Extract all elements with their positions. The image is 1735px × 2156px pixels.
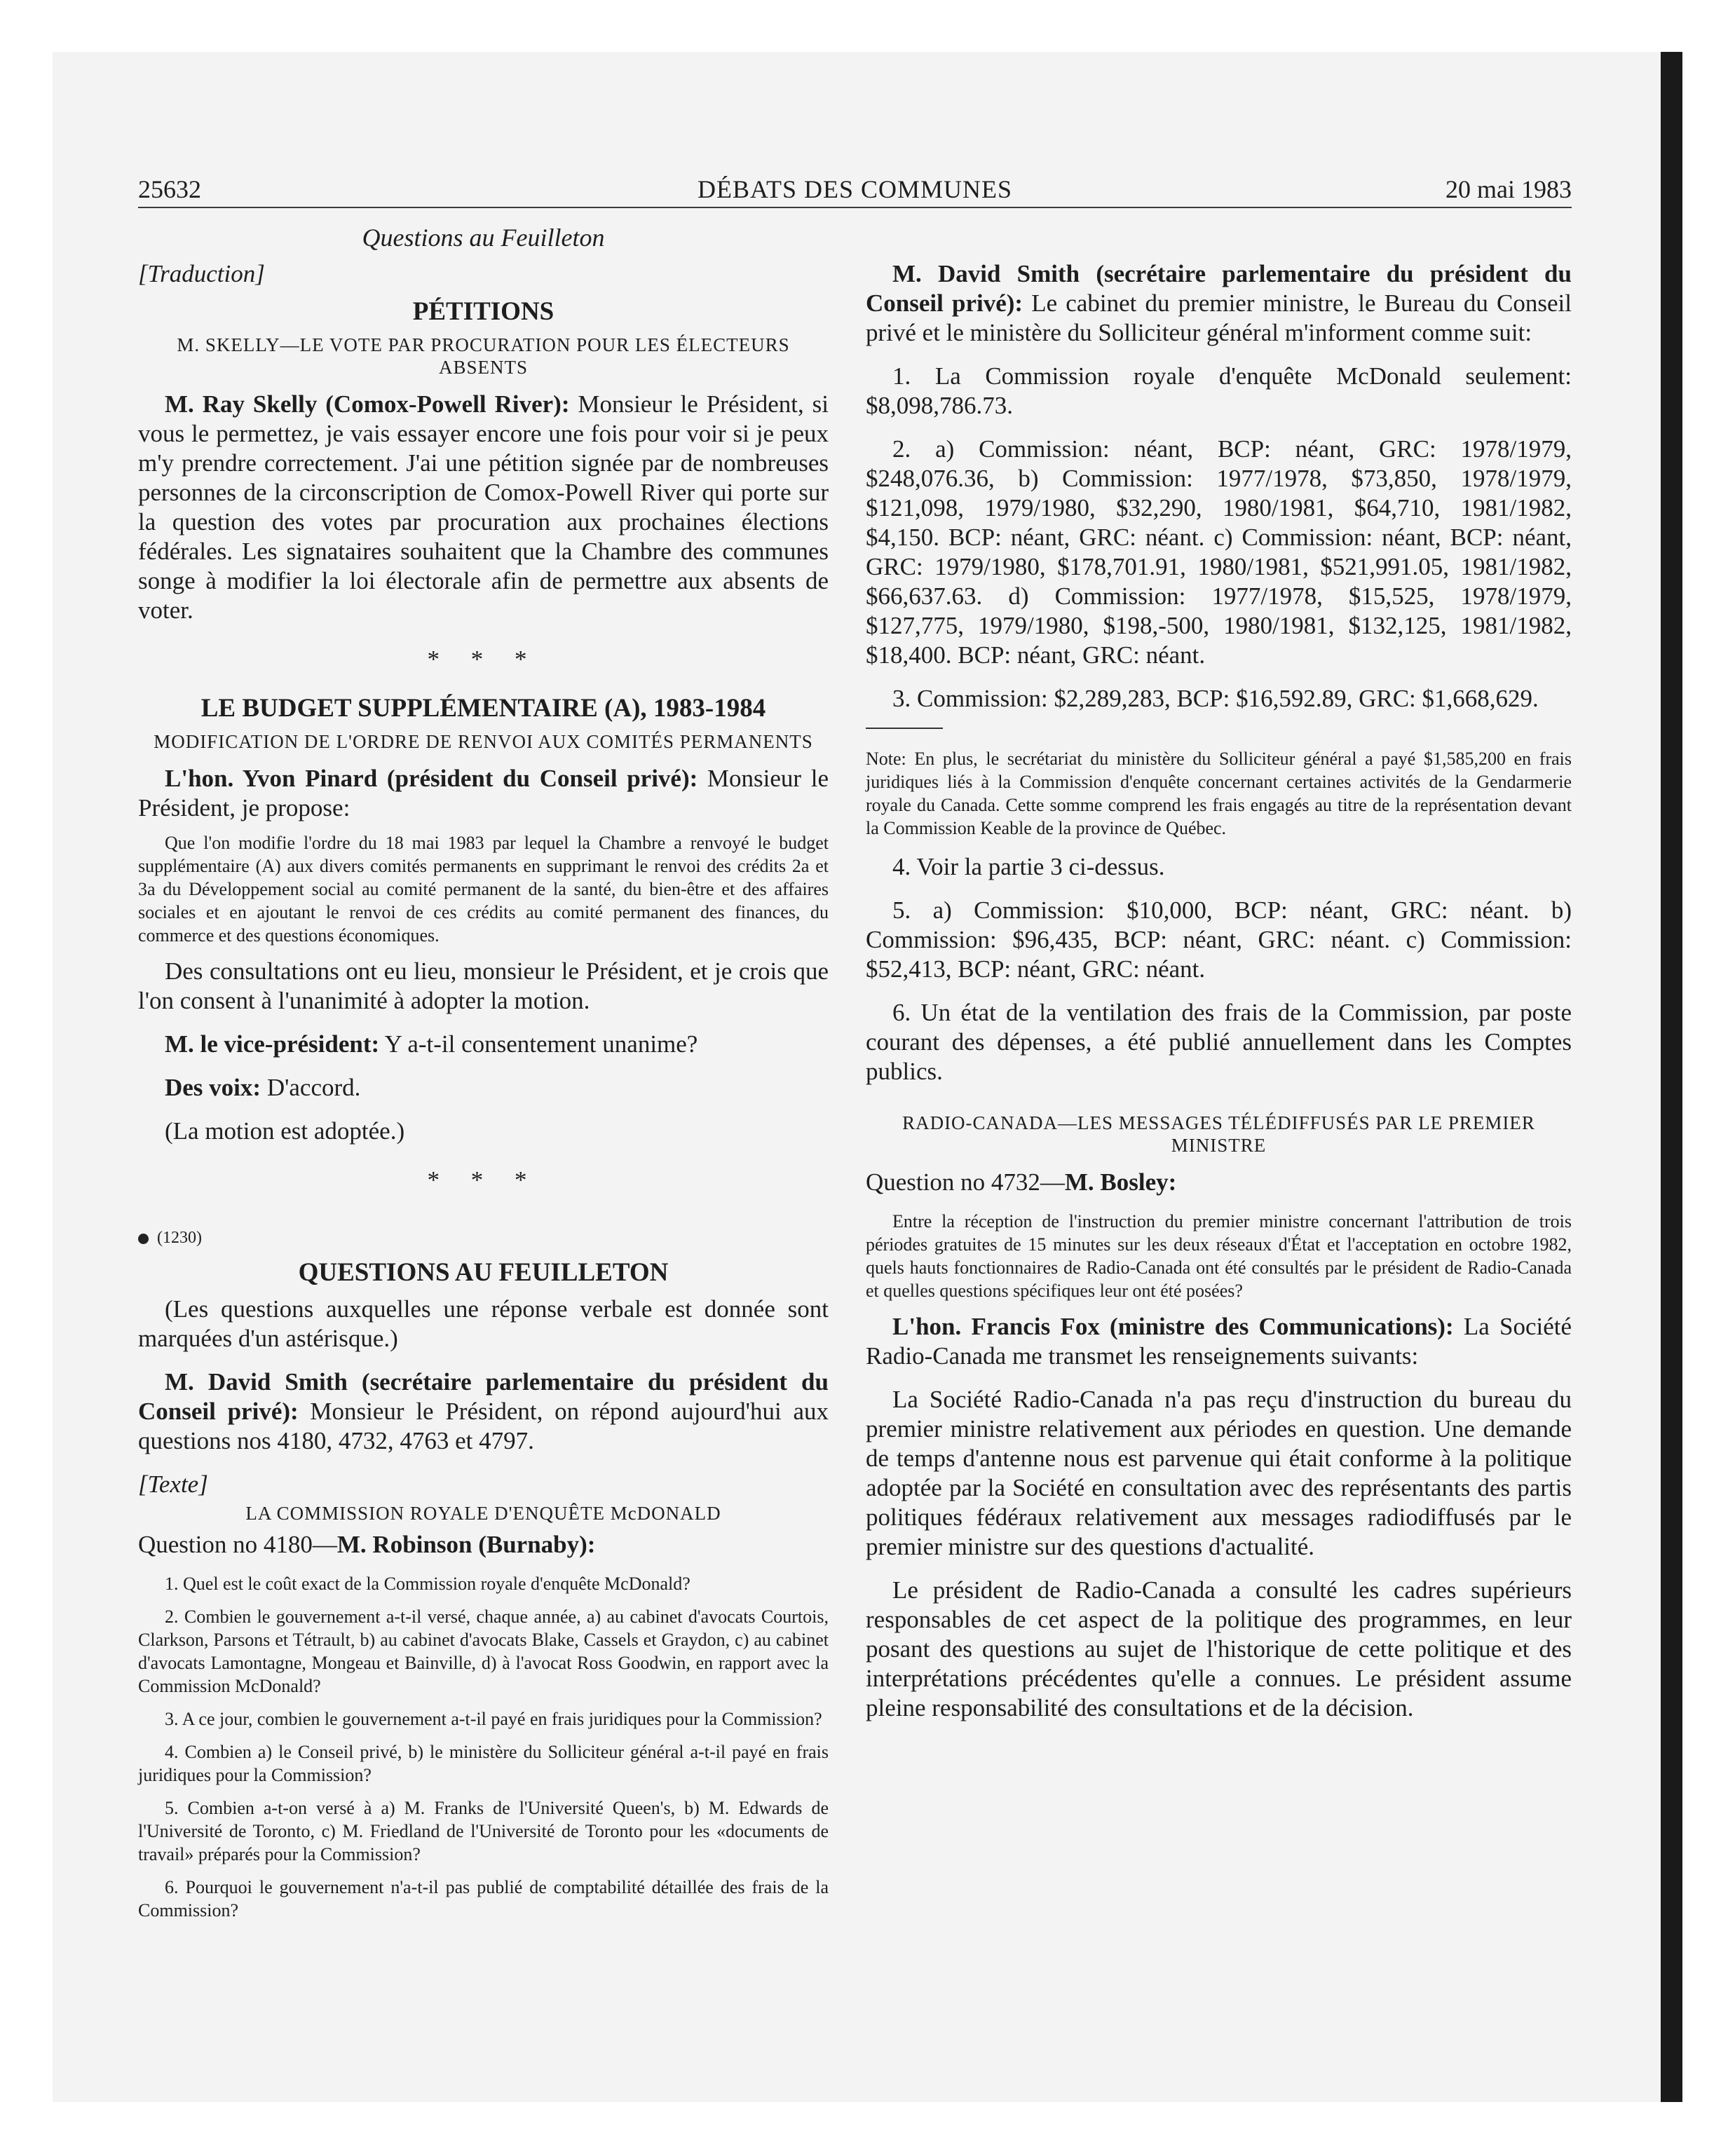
left-column xyxy=(138,259,829,1932)
smith-answer-paragraph xyxy=(866,259,1572,348)
speaker-name: L'hon. Francis Fox (ministre des Communications): xyxy=(892,1313,1454,1340)
question-item: 2. Combien le gouvernement a-t-il versé, chaque année, a) au cabinet d'avocats Courtois, Clarkson, Parsons et Tétrault, b) au cabinet d'avocats Blake, Cassels et Graydon, c) au cabinet d'avocats Lamontagne, Mongeau et Bainville, d) à l'avocat Ross Goodwin, en rapport avec la Commission McDonald? xyxy=(138,1606,829,1696)
bullet-icon xyxy=(138,1234,149,1244)
question-label: Question no 4732— xyxy=(866,1168,1065,1196)
timestamp-text: (1230) xyxy=(157,1229,202,1247)
skelly-paragraph xyxy=(138,390,829,625)
radio-canada-subheading: RADIO-CANADA—LES MESSAGES TÉLÉDIFFUSÉS PAR LE PREMIER MINISTRE xyxy=(902,1112,1535,1156)
translation-marker: [Traduction] xyxy=(138,260,265,287)
speech-text: Le cabinet du premier ministre, le Bureau du Conseil privé et le ministère du Solliciteur général m'informent comme suit: xyxy=(866,289,1572,346)
speaker-name: Des voix: xyxy=(165,1074,261,1101)
answer-item: 2. a) Commission: néant, BCP: néant, GRC: 1978/1979, $248,076.36, b) Commission: 1977/1978, $73,850, 1978/1979, $121,098, 1979/1980, $32,290, 1980/1981, $64,710, 1981/1982, $4,150. BCP: néant, GRC: néant. c) Commission: néant, BCP: néant, GRC: 1979/1980, $178,701.91, 1980/1981, $521,991.05, 1981/1982, $66,637.63. d) Commission: 1977/1978, $15,525, 1978/1979, $127,775, 1979/1980, $198,-500, 1980/1981, $132,125, 1981/1982, $18,400. BCP: néant, GRC: néant. xyxy=(866,435,1572,669)
questions-note: (Les questions auxquelles une réponse verbale est donnée sont marquées d'un astérisque.) xyxy=(138,1295,829,1352)
speech-text: La Société Radio-Canada me transmet les renseignements suivants: xyxy=(866,1313,1572,1370)
publication-date: 20 mai 1983 xyxy=(1445,175,1572,203)
questions-heading: QUESTIONS AU FEUILLETON xyxy=(298,1258,669,1287)
page-header xyxy=(138,172,1572,208)
question-4180-line xyxy=(138,1530,829,1560)
fox-answer-2: Le président de Radio-Canada a consulté les cadres supérieurs responsables de cet aspect de la politique des programmes, en leur posant des questions au sujet de l'historique de cette politique et des interprétations précédentes qu'elle a connues. Le président assume pleine responsabilité des consultations et de la décision. xyxy=(866,1576,1572,1721)
consultation-paragraph: Des consultations ont eu lieu, monsieur le Président, et je crois que l'on consent à l'unanimité à adopter la motion. xyxy=(138,957,829,1014)
right-column xyxy=(866,259,1572,1737)
timestamp xyxy=(138,1223,829,1253)
section-separator: * * * xyxy=(427,1166,540,1194)
speaker-name: L'hon. Yvon Pinard (président du Conseil privé): xyxy=(165,765,698,792)
petitions-heading: PÉTITIONS xyxy=(412,297,554,326)
speech-text: Y a-t-il consentement unanime? xyxy=(379,1030,698,1058)
budget-heading: LE BUDGET SUPPLÉMENTAIRE (A), 1983-1984 xyxy=(200,694,766,723)
note-rule xyxy=(866,728,943,729)
speech-text: D'accord. xyxy=(261,1074,361,1101)
question-text: Entre la réception de l'instruction du premier ministre concernant l'attribution de trois périodes gratuites de 15 minutes sur les deux réseaux d'État et l'acceptation en octobre 1982, quels hauts fonctionnaires de Radio-Canada ont été consultés par le président de Radio-Canada et quelles questions spécifiques leur ont été posées? xyxy=(866,1211,1572,1301)
question-label: Question no 4180— xyxy=(138,1531,337,1558)
scan-edge-bar xyxy=(1661,52,1682,2102)
answer-note: Note: En plus, le secrétariat du ministère du Solliciteur général a payé $1,585,200 en frais juridiques liés à la Commission d'enquête concernant certaines activités de la Gendarmerie royale du Canada. Cette somme comprend les frais engagés au titre de la représentation devant la Commission Keable de la province de Québec. xyxy=(866,749,1572,838)
petitions-subheading: M. SKELLY—LE VOTE PAR PROCURATION POUR LES ÉLECTEURS ABSENTS xyxy=(177,334,790,378)
question-author: M. Bosley: xyxy=(1064,1168,1177,1196)
pinard-paragraph xyxy=(138,764,829,823)
fox-paragraph xyxy=(866,1312,1572,1371)
speaker-name: M. le vice-président: xyxy=(165,1030,380,1058)
question-item: 4. Combien a) le Conseil privé, b) le ministère du Solliciteur général a-t-il payé en frais juridiques pour la Commission? xyxy=(138,1742,829,1785)
section-separator: * * * xyxy=(427,646,540,673)
fox-answer-1: La Société Radio-Canada n'a pas reçu d'instruction du bureau du premier ministre relativement aux périodes en question. Une demande de temps d'antenne nous est parvenue qui était conforme à la politique adoptée par la Société en consultation avec des représentants des partis politiques fédéraux relativement aux messages radiodiffusés par le premier ministre sur des questions d'actualité. xyxy=(866,1386,1572,1560)
question-4732-line xyxy=(866,1168,1572,1197)
speech-text: Monsieur le Président, je propose: xyxy=(138,765,829,821)
answer-item: 5. a) Commission: $10,000, BCP: néant, GRC: néant. b) Commission: $96,435, BCP: néant, GRC: néant. c) Commission: $52,413, BCP: néant, GRC: néant. xyxy=(866,896,1572,983)
answer-item: 6. Un état de la ventilation des frais de la Commission, par poste courant des dépenses, a été publié annuellement dans les Comptes publics. xyxy=(866,999,1572,1085)
speech-text: Monsieur le Président, si vous le permettez, je vais essayer encore une fois pour voir si je peux m'y prendre correctement. J'ai une pétition signée par de nombreuses personnes de la circonscription de Comox-Powell River qui porte sur la question des votes par procuration aux prochaines élections fédérales. Les signataires souhaitent que la Chambre des communes songe à modifier la loi électorale afin de permettre aux absents de voter. xyxy=(138,390,829,624)
answer-item: 1. La Commission royale d'enquête McDonald seulement: $8,098,786.73. xyxy=(866,362,1572,419)
answer-item: 4. Voir la partie 3 ci-dessus. xyxy=(892,853,1165,880)
question-item: 5. Combien a-t-on versé à a) M. Franks de l'Université Queen's, b) M. Edwards de l'Université de Toronto, c) M. Friedland de l'Université de Toronto pour les «documents de travail» préparés pour la Commission? xyxy=(138,1798,829,1864)
answer-item: 3. Commission: $2,289,283, BCP: $16,592.89, GRC: $1,668,629. xyxy=(892,685,1539,712)
question-item: 3. A ce jour, combien le gouvernement a-t-il payé en frais juridiques pour la Commission? xyxy=(165,1709,822,1729)
page-number: 25632 xyxy=(138,175,201,203)
question-author: M. Robinson (Burnaby): xyxy=(336,1531,596,1558)
speaker-name: M. Ray Skelly (Comox-Powell River): xyxy=(165,390,570,418)
publication-title: DÉBATS DES COMMUNES xyxy=(697,175,1013,203)
smith-paragraph xyxy=(138,1367,829,1456)
speaker-name: M. David Smith (secrétaire parlementaire du président du Conseil privé): xyxy=(138,1368,829,1425)
budget-subheading: MODIFICATION DE L'ORDRE DE RENVOI AUX COMITÉS PERMANENTS xyxy=(154,731,813,752)
running-title: Questions au Feuilleton xyxy=(362,224,605,252)
speech-text: Monsieur le Président, on répond aujourd'hui aux questions nos 4180, 4732, 4763 et 4797. xyxy=(138,1398,829,1454)
voices-paragraph xyxy=(138,1073,829,1103)
speaker-name: M. David Smith (secrétaire parlementaire du président du Conseil privé): xyxy=(866,260,1572,317)
question-item: 6. Pourquoi le gouvernement n'a-t-il pas publié de comptabilité détaillée des frais de la Commission? xyxy=(138,1877,829,1920)
mcdonald-subheading: LA COMMISSION ROYALE D'ENQUÊTE McDONALD xyxy=(245,1503,721,1524)
motion-text: Que l'on modifie l'ordre du 18 mai 1983 par lequel la Chambre a renvoyé le budget supplémentaire (A) aux divers comités permanents en supprimant le renvoi des crédits 2a et 3a du Développement social au comité permanent de la santé, du bien-être et des affaires sociales et en ajoutant le renvoi de ces crédits au comité permanent des finances, du commerce et des questions économiques. xyxy=(138,833,829,946)
motion-adopted: (La motion est adoptée.) xyxy=(165,1117,405,1145)
vice-president-paragraph xyxy=(138,1030,829,1059)
text-marker: [Texte] xyxy=(138,1471,208,1498)
question-item: 1. Quel est le coût exact de la Commission royale d'enquête McDonald? xyxy=(165,1574,690,1594)
